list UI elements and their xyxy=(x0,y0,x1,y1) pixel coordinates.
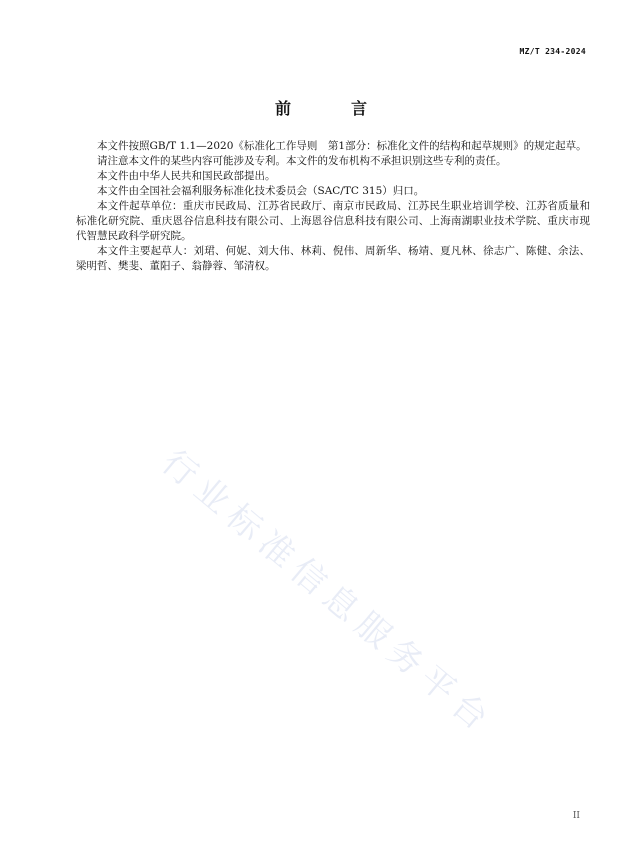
paragraph-drafters: 本文件主要起草人：刘珺、何妮、刘大伟、林莉、倪伟、周新华、杨靖、夏凡林、徐志广、陈健、余法、梁明哲、樊斐、董阳子、翁静蓉、邹清权。 xyxy=(76,245,590,272)
paragraph-committee: 本文件由全国社会福利服务标准化技术委员会（SAC/TC 315）归口。 xyxy=(97,185,425,197)
standard-code: MZ/T 234-2024 xyxy=(519,47,586,56)
page-number: II xyxy=(572,811,580,821)
foreword-body xyxy=(76,139,590,274)
paragraph-drafting-units: 本文件起草单位：重庆市民政局、江苏省民政厅、南京市民政局、江苏民生职业培训学校、江苏省质量和标准化研究院、重庆恩谷信息科技有限公司、上海恩谷信息科技有限公司、上海南湖职业技术学院、重庆市现代智慧民政科学研究院。 xyxy=(76,200,590,242)
paragraph-drafting-rules: 本文件按照GB/T 1.1—2020《标准化工作导则 第1部分：标准化文件的结构和起草规则》的规定起草。 xyxy=(97,140,587,152)
paragraph-proposer: 本文件由中华人民共和国民政部提出。 xyxy=(97,170,276,182)
paragraph-patent-notice: 请注意本文件的某些内容可能涉及专利。本文件的发布机构不承担识别这些专利的责任。 xyxy=(97,155,507,167)
watermark: 行业标准信息服务平台 xyxy=(154,442,502,743)
page-title: 前 言 xyxy=(274,99,389,118)
